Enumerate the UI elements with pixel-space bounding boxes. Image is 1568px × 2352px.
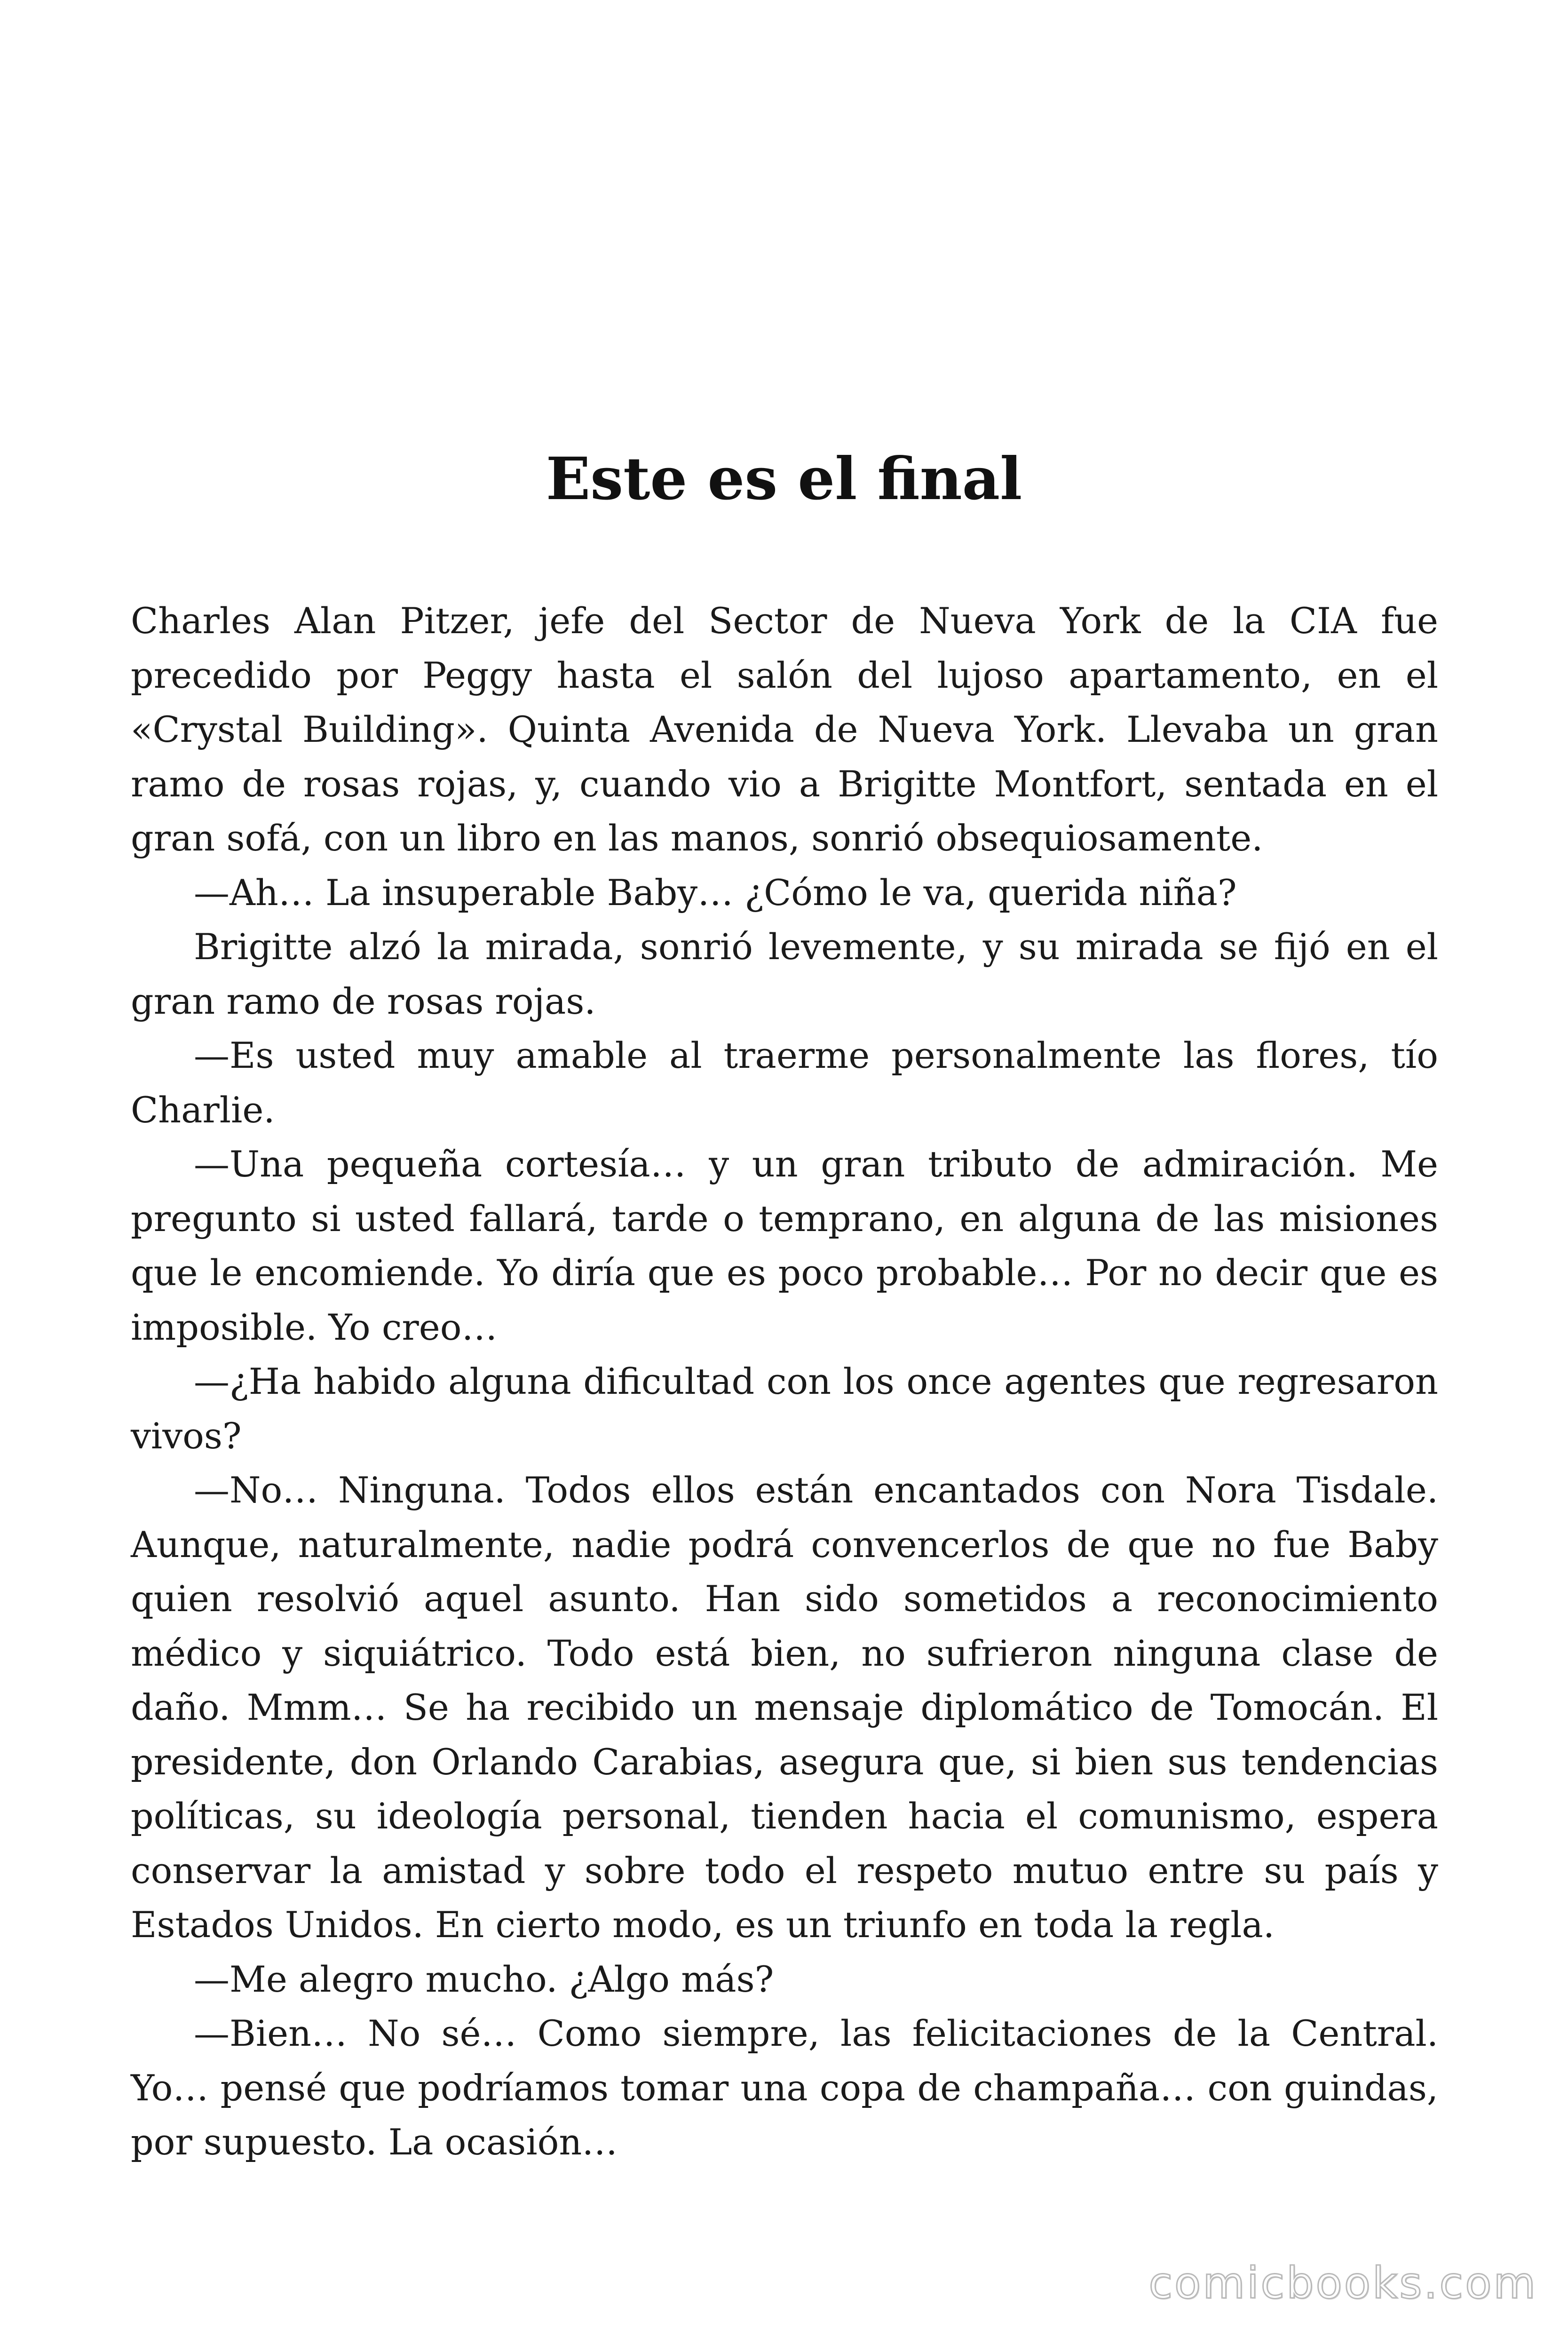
paragraph: —No… Ninguna. Todos ellos están encantados con Nora Tisdale. Aunque, naturalmente, nadie podrá convencerlos de que no fue Baby quien resolvió aquel asunto. Han sido sometidos a reconocimiento médico y siquiátrico. Todo está bien, no sufrieron ninguna clase de daño. Mmm… Se ha recibido un mensaje diplomático de Tomocán. El presidente, don Orlando Carabias, asegura que, si bien sus tendencias políticas, su ideología personal, tienden hacia el comunismo, espera conservar la amistad y sobre todo el respeto mutuo entre su país y Estados Unidos. En cierto modo, es un triunfo en toda la regla. [131, 1469, 1438, 1946]
paragraph: —Bien… No sé… Como siempre, las felicitaciones de la Central. Yo… pensé que podríamos tomar una copa de champaña… con guindas, por supuesto. La ocasión… [131, 2012, 1438, 2163]
paragraph: Charles Alan Pitzer, jefe del Sector de Nueva York de la CIA fue precedido por Peggy hasta el salón del lujoso apartamento, en el «Crystal Building». Quinta Avenida de Nueva York. Llevaba un gran ramo de rosas rojas, y, cuando vio a Brigitte Montfort, sentada en el gran sofá, con un libro en las manos, sonrió obsequiosamente. [131, 600, 1438, 859]
chapter-body [131, 594, 1438, 2169]
paragraph: —Ah… La insuperable Baby… ¿Cómo le va, querida niña? [194, 871, 1237, 914]
paragraph: —¿Ha habido alguna dificultad con los once agentes que regresaron vivos? [131, 1360, 1438, 1457]
watermark: comicbooks.com [1148, 2258, 1537, 2308]
paragraph: —Una pequeña cortesía… y un gran tributo de admiración. Me pregunto si usted fallará, tarde o temprano, en alguna de las misiones que le encomiende. Yo diría que es poco probable… Por no decir que es imposible. Yo creo… [131, 1143, 1438, 1348]
paragraph: —Me alegro mucho. ¿Algo más? [194, 1958, 774, 2000]
paragraph: Brigitte alzó la mirada, sonrió levemente, y su mirada se fijó en el gran ramo de rosas rojas. [131, 926, 1438, 1022]
chapter-title: Este es el final [546, 445, 1022, 513]
paragraph: —Es usted muy amable al traerme personalmente las flores, tío Charlie. [131, 1034, 1438, 1131]
